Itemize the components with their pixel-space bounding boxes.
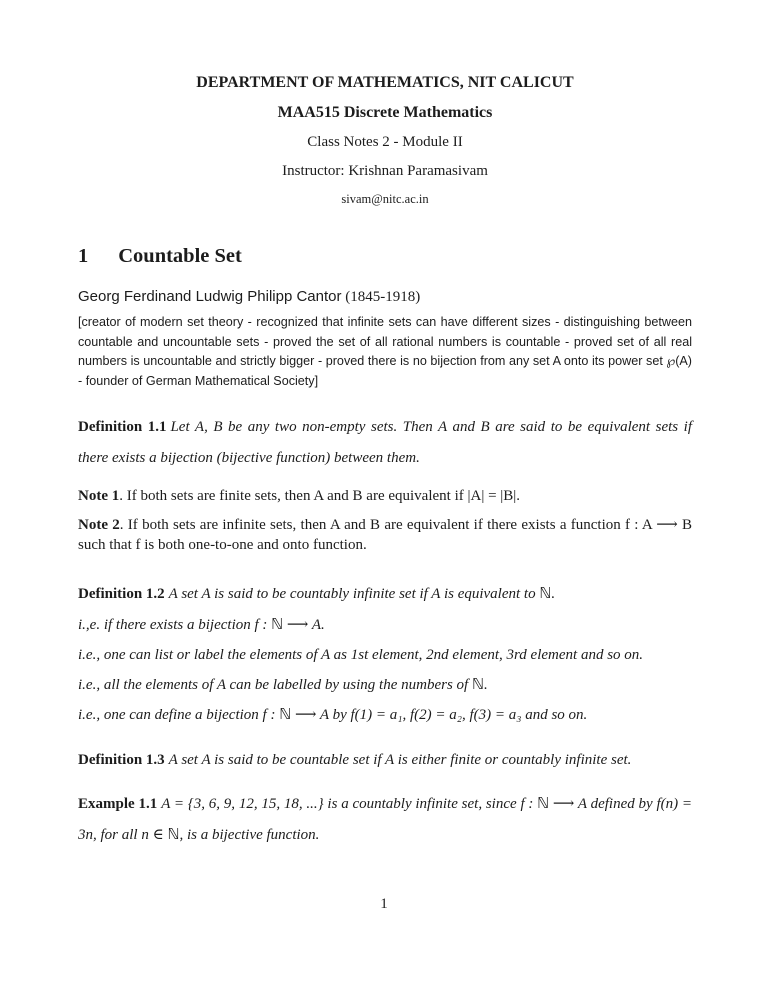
cantor-name-line xyxy=(78,288,692,306)
note-1-label: Note 1 xyxy=(78,488,120,504)
definition-1-3 xyxy=(78,745,692,776)
definition-1-1 xyxy=(78,412,692,474)
ie-remarks xyxy=(78,610,692,730)
department-title: DEPARTMENT OF MATHEMATICS, NIT CALICUT xyxy=(196,74,574,91)
note-2 xyxy=(78,515,692,556)
definition-1-1-label: Definition 1.1 xyxy=(78,419,167,435)
definition-1-2-text: A set A is said to be countably infinite set if A is equivalent to ℕ. xyxy=(168,585,556,602)
email-line: sivam@nitc.ac.in xyxy=(341,192,429,206)
section-number: 1 xyxy=(78,245,89,267)
ie-remark-3: i.e., all the elements of A can be labelled by using the numbers of ℕ. xyxy=(78,676,488,693)
cantor-bio: [creator of modern set theory - recognized that infinite sets can have different sizes - distinguishing between countable and uncountable sets - proved the set of all rational numbers is countable - proved set of all real numbers is uncountable and strictly bigger - proved there is no bijection from any set A onto its power set ℘(A) - founder of German Mathematical Society] xyxy=(78,315,692,388)
cantor-name: Georg Ferdinand Ludwig Philipp Cantor xyxy=(78,288,342,305)
document-header xyxy=(78,74,692,207)
ie-remark-1: i.,e. if there exists a bijection f : ℕ ⟶ A. xyxy=(78,616,325,633)
section-title: Countable Set xyxy=(118,245,242,267)
note-2-text: . If both sets are infinite sets, then A and B are equivalent if there exists a function f : A ⟶ B such that f is both one-to-one and onto function. xyxy=(78,516,692,553)
definition-1-2 xyxy=(78,579,692,610)
example-1-1-text: A = {3, 6, 9, 12, 15, 18, ...} is a countably infinite set, since f : ℕ ⟶ A defined by f(n) = 3n, for all n ∈ ℕ, is a bijective function. xyxy=(78,795,693,843)
section-heading xyxy=(78,245,692,268)
example-1-1-label: Example 1.1 xyxy=(78,795,158,812)
ie-remark-2: i.e., one can list or label the elements of A as 1st element, 2nd element, 3rd element and so on. xyxy=(78,646,644,663)
definition-1-3-text: A set A is said to be countable set if A is either finite or countably infinite set. xyxy=(168,751,632,768)
definition-1-2-label: Definition 1.2 xyxy=(78,585,165,602)
definition-1-3-label: Definition 1.3 xyxy=(78,751,165,768)
notes-subtitle: Class Notes 2 - Module II xyxy=(307,134,463,150)
cantor-dates: (1845-1918) xyxy=(345,289,421,305)
note-1-text: . If both sets are finite sets, then A and B are equivalent if |A| = |B|. xyxy=(119,488,521,504)
note-2-label: Note 2 xyxy=(78,516,120,533)
course-title: MAA515 Discrete Mathematics xyxy=(277,104,493,121)
ie-remark-4: i.e., one can define a bijection f : ℕ ⟶ A by f(1) = a₁, f(2) = a₂, f(3) = a₃ and so on. xyxy=(78,706,588,723)
instructor-line: Instructor: Krishnan Paramasivam xyxy=(282,163,488,179)
note-1 xyxy=(78,486,692,507)
definition-1-1-text: Let A, B be any two non-empty sets. Then A and B are said to be equivalent sets if there exists a bijection (bijective function) between them. xyxy=(78,419,693,466)
page-number: 1 xyxy=(380,896,388,912)
example-1-1 xyxy=(78,789,692,851)
